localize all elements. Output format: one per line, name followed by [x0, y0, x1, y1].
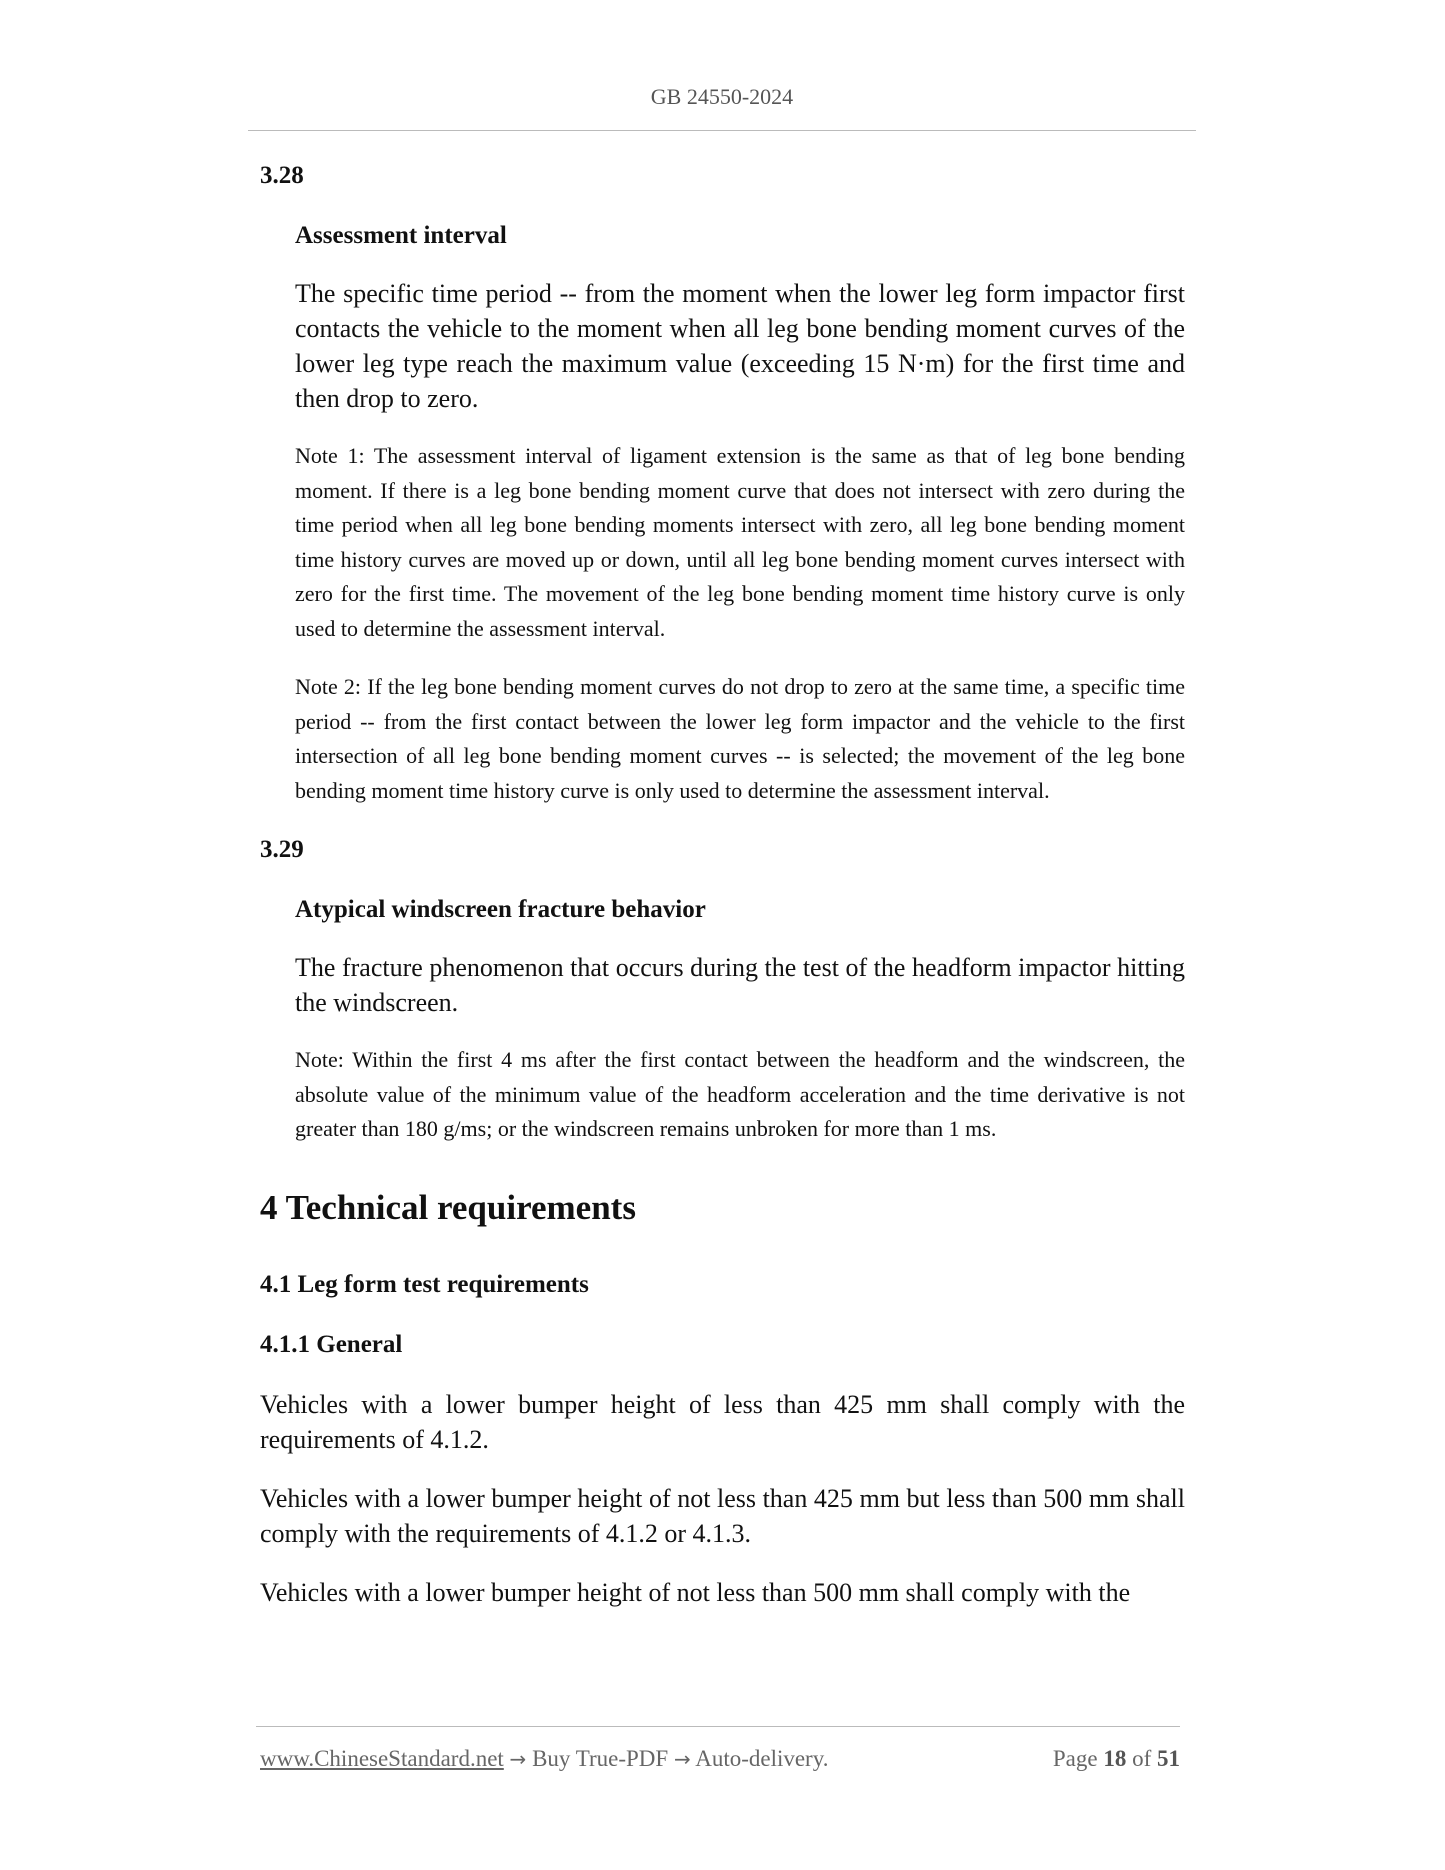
section-heading: 4.1 Leg form test requirements — [260, 1270, 589, 1298]
body-paragraph: Vehicles with a lower bumper height of not less than 425 mm but less than 500 mm shall comply with the requirements of 4.1.2 or 4.1.3. — [260, 1483, 1185, 1548]
term-definition: The fracture phenomenon that occurs during the test of the headform impactor hitting the windscreen. — [295, 953, 1185, 1017]
body-paragraph: Vehicles with a lower bumper height of less than 425 mm shall comply with the requirements of 4.1.2. — [260, 1389, 1185, 1454]
term-title: Assessment interval — [295, 222, 507, 249]
footer-promo — [260, 1746, 828, 1772]
page-label: Page — [1052, 1746, 1098, 1771]
clause-3-28-body — [295, 218, 1185, 808]
total-pages: 51 — [1157, 1746, 1180, 1771]
note: Note: Within the first 4 ms after the first contact between the headform and the windscreen, the absolute value of the minimum value of the headform acceleration and the time derivative is not greater than 180 g/ms; or the windscreen remains unbroken for more than 1 ms. — [295, 1047, 1185, 1141]
page-footer — [260, 1746, 1180, 1772]
page-content — [260, 158, 1185, 1634]
note-2: Note 2: If the leg bone bending moment curves do not drop to zero at the same time, a specific time period -- from the first contact between the lower leg form impactor and the vehicle to the first intersection of all leg bone bending moment curves -- is selected; the movement of the leg bone bending moment time history curve is only used to determine the assessment interval. — [295, 674, 1185, 803]
term-definition: The specific time period -- from the moment when the lower leg form impactor first contacts the vehicle to the moment when all leg bone bending moment curves of the lower leg type reach the maximum value (exceeding 15 N·m) for the first time and then drop to zero. — [295, 279, 1185, 413]
clause-number-3-29: 3.29 — [260, 836, 304, 863]
website-link[interactable]: www.ChineseStandard.net — [260, 1746, 504, 1771]
of-label: of — [1132, 1746, 1152, 1771]
auto-delivery-text: Auto-delivery. — [695, 1746, 829, 1771]
current-page: 18 — [1103, 1746, 1127, 1771]
footer-divider — [256, 1726, 1180, 1727]
arrow-right-icon: → — [673, 1747, 691, 1771]
arrow-right-icon: → — [509, 1747, 527, 1771]
chapter-heading: 4 Technical requirements — [260, 1187, 636, 1227]
clause-3-29-body — [295, 892, 1185, 1147]
term-title: Atypical windscreen fracture behavior — [295, 896, 706, 923]
document-header-title: GB 24550-2024 — [650, 84, 794, 109]
page-number — [1053, 1746, 1180, 1772]
note-1: Note 1: The assessment interval of ligament extension is the same as that of leg bone bending moment. If there is a leg bone bending moment curve that does not intersect with zero during the time period when all leg bone bending moments intersect with zero, all leg bone bending moment time history curves are moved up or down, until all leg bone bending moment curves intersect with zero for the first time. The movement of the leg bone bending moment time history curve is only used to determine the assessment interval. — [295, 443, 1185, 641]
subsection-heading: 4.1.1 General — [260, 1330, 403, 1358]
body-paragraph: Vehicles with a lower bumper height of not less than 500 mm shall comply with the — [260, 1577, 1131, 1607]
header-divider — [248, 130, 1196, 131]
buy-pdf-text: Buy True-PDF — [532, 1746, 669, 1771]
clause-number-3-28: 3.28 — [260, 162, 304, 189]
